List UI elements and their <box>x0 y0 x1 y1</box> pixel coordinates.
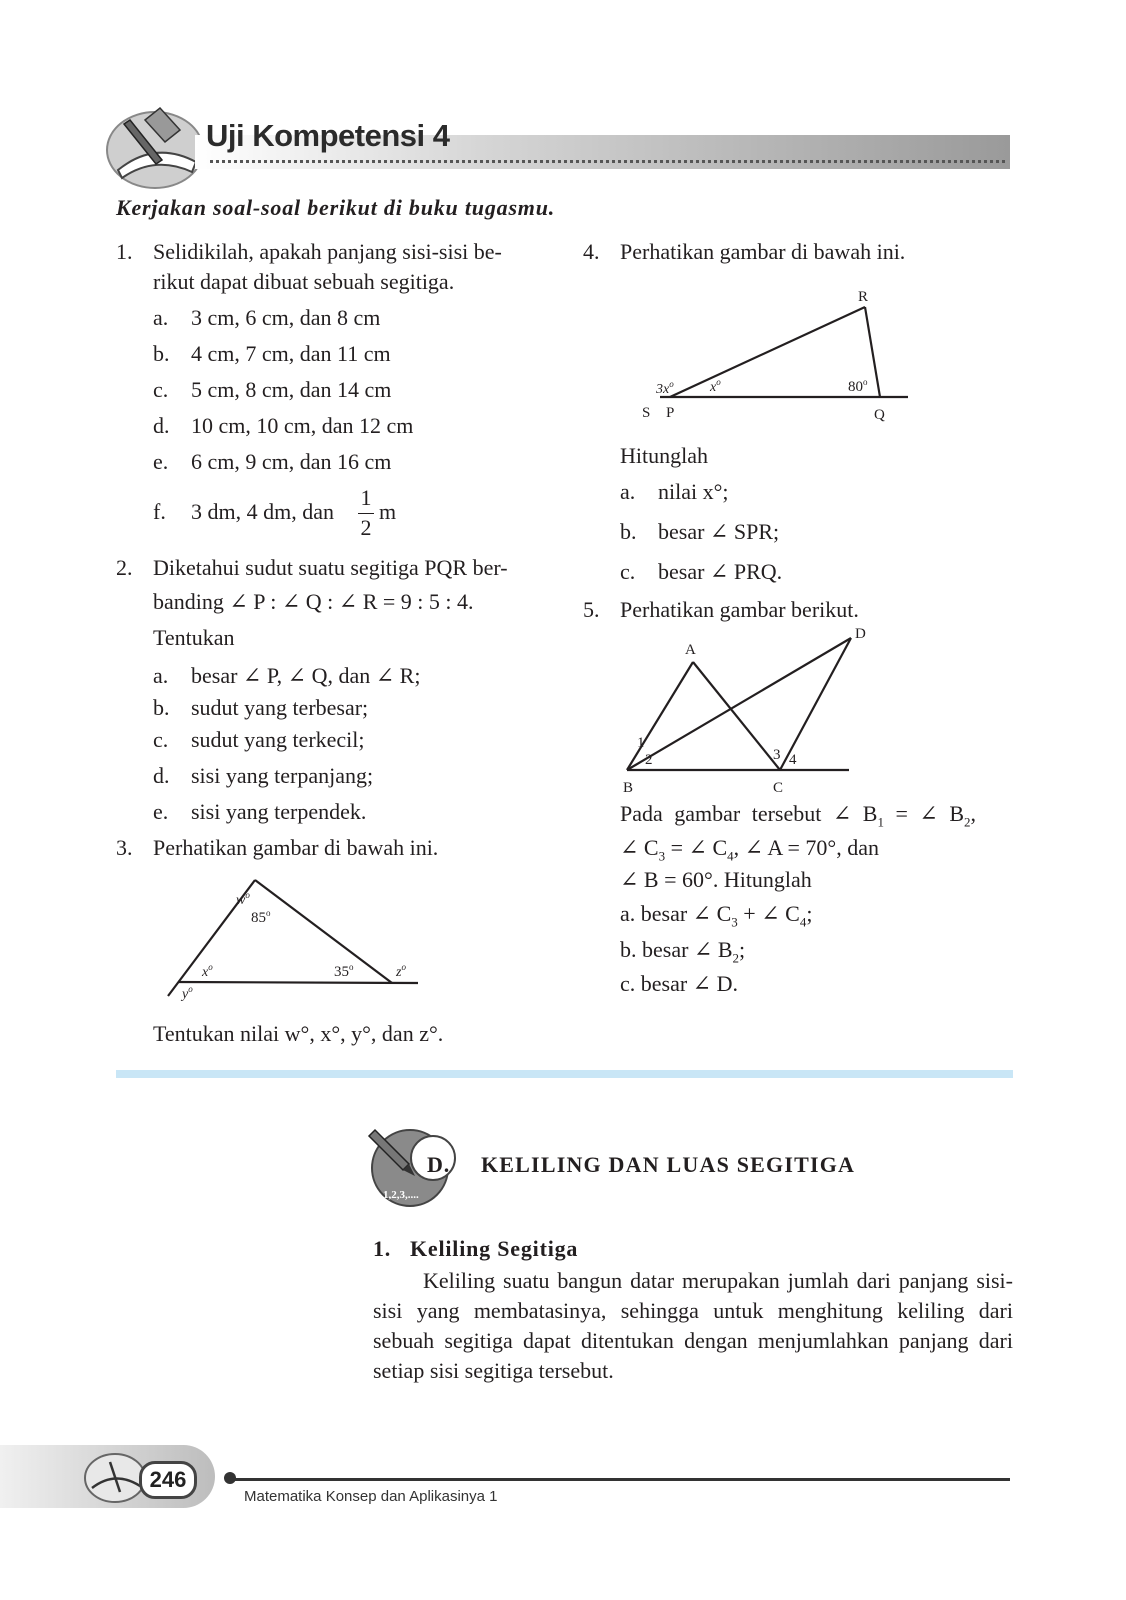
label-4: 4 <box>789 752 797 768</box>
q1-item-label: f. <box>153 499 166 524</box>
label-R: R <box>858 289 869 305</box>
q2-line3: Tentukan <box>153 625 235 650</box>
segment-BA <box>627 662 693 770</box>
instruction: Kerjakan soal-soal berikut di buku tugasmu. <box>116 195 556 220</box>
q2-line1: Diketahui sudut suatu segitiga PQR ber- <box>153 555 508 580</box>
section-letter: D. <box>427 1152 450 1177</box>
label-Q: Q <box>874 407 885 423</box>
q4-item-label: a. <box>620 479 636 504</box>
footer-rule <box>230 1478 1010 1481</box>
label-S: S <box>642 405 651 421</box>
label-C: C <box>773 780 784 796</box>
book-title: Matematika Konsep dan Aplikasinya 1 <box>244 1488 498 1505</box>
q5-line1: Pada gambar tersebut ∠ $B_1$ = ∠ $B_2$, <box>620 801 976 830</box>
figure-triangle-wxyz <box>160 870 440 1010</box>
label-A: A <box>685 642 696 658</box>
q2-item-text: sudut yang terbesar; <box>191 695 369 720</box>
label-y: $y^o$ <box>182 984 193 1002</box>
label-3: 3 <box>773 747 781 763</box>
figure-triangle-pqr <box>630 285 920 425</box>
q1-item-label: a. <box>153 305 169 330</box>
q5-text: Perhatikan gambar berikut. <box>620 597 859 622</box>
q3-text: Perhatikan gambar di bawah ini. <box>153 835 439 860</box>
label-x: $x^o$ <box>710 377 721 395</box>
q5-line3: ∠ B = 60°. Hitunglah <box>620 867 812 892</box>
label-P: P <box>666 405 675 421</box>
label-D: D <box>855 628 866 642</box>
label-z: $z^o$ <box>396 962 406 980</box>
q4-hitung: Hitunglah <box>620 443 708 468</box>
q2-item-text: sisi yang terpendek. <box>191 799 367 824</box>
badge-counter: 1,2,3,.... <box>383 1189 419 1201</box>
section-title: Uji Kompetensi 4 <box>206 118 450 153</box>
label-85: 85$^o$ <box>251 908 271 926</box>
triangle-edge <box>670 307 865 397</box>
q5-number: 5. <box>583 597 600 622</box>
subsection-number: 1. <box>373 1236 392 1261</box>
q2-item-label: c. <box>153 727 169 752</box>
q1-item-label: c. <box>153 377 169 402</box>
q1-item-label: b. <box>153 341 170 366</box>
q2-item-text: sisi yang terpanjang; <box>191 763 374 788</box>
q2-number: 2. <box>116 555 133 580</box>
pencil-badge-icon <box>365 1120 465 1210</box>
q1-line2: rikut dapat dibuat sebuah segitiga. <box>153 269 455 294</box>
fraction-denominator: 2 <box>360 515 372 540</box>
label-1: 1 <box>637 735 645 751</box>
q3-task: Tentukan nilai w°, x°, y°, dan z°. <box>153 1021 444 1046</box>
q1-line1: Selidikilah, apakah panjang sisi-sisi be- <box>153 239 502 264</box>
q2-item-text: sudut yang terkecil; <box>191 727 365 752</box>
q4-item-label: b. <box>620 519 637 544</box>
q3-number: 3. <box>116 835 133 860</box>
page-number: 246 <box>149 1467 187 1492</box>
q1-item-label: d. <box>153 413 170 438</box>
q2-item-label: e. <box>153 799 169 824</box>
q4-item-text: besar ∠ PRQ. <box>658 559 783 584</box>
q4-number: 4. <box>583 239 600 264</box>
book-pen-icon <box>100 100 210 190</box>
q1-item-text: 5 cm, 8 cm, dan 14 cm <box>191 377 392 402</box>
q2-item-label: a. <box>153 663 169 688</box>
q5-item-a: a. besar ∠ $C_3$ + ∠ $C_4$; <box>620 901 813 930</box>
segment-AC <box>693 662 780 770</box>
section-separator <box>116 1070 1013 1078</box>
label-35: 35$^o$ <box>334 962 354 980</box>
label-w: $w^o$ <box>236 890 250 908</box>
subsection-title: Keliling Segitiga <box>410 1236 579 1261</box>
label-x: $x^o$ <box>202 962 213 980</box>
q1-item-text: 4 cm, 7 cm, dan 11 cm <box>191 341 391 366</box>
label-2: 2 <box>645 752 653 768</box>
body-paragraph: Keliling suatu bangun datar merupakan jumlah dari panjang sisi-sisi yang membatasinya, sehingga untuk menghitung keliling dari sebuah segitiga dapat ditentukan dengan menjumlahkan panjang dari setiap sisi segitiga tersebut. <box>373 1268 1013 1383</box>
q1-item-label: e. <box>153 449 169 474</box>
q1-unit: m <box>379 499 397 524</box>
triangle-edge <box>255 880 392 983</box>
q5-item-c: c. besar ∠ D. <box>620 971 739 996</box>
q1-item-text: 3 cm, 6 cm, dan 8 cm <box>191 305 381 330</box>
q4-item-label: c. <box>620 559 636 584</box>
baseline <box>178 982 418 983</box>
q4-text: Perhatikan gambar di bawah ini. <box>620 239 906 264</box>
q2-item-label: b. <box>153 695 170 720</box>
q1-item-text: 6 cm, 9 cm, dan 16 cm <box>191 449 392 474</box>
q2-item-text: besar ∠ P, ∠ Q, dan ∠ R; <box>191 663 421 688</box>
fraction-numerator: 1 <box>360 485 372 510</box>
label-3x: $3x^o$ <box>656 379 674 397</box>
q5-item-b: b. besar ∠ $B_2$; <box>620 937 746 966</box>
label-B: B <box>623 780 634 796</box>
q1-item-text: 10 cm, 10 cm, dan 12 cm <box>191 413 414 438</box>
q4-item-text: nilai x°; <box>658 479 729 504</box>
q2-line2: banding ∠ P : ∠ Q : ∠ R = 9 : 5 : 4. <box>153 589 474 614</box>
page-number-box <box>139 1461 197 1499</box>
q1-item-text: 3 dm, 4 dm, dan <box>191 499 334 524</box>
label-80: 80$^o$ <box>848 377 868 395</box>
q5-line2: ∠ $C_3$ = ∠ $C_4$, ∠ A = 70°, dan <box>620 835 879 864</box>
q1-number: 1. <box>116 239 133 264</box>
section-heading: KELILING DAN LUAS SEGITIGA <box>481 1152 856 1177</box>
segment-BD <box>627 638 851 770</box>
figure-quadrilateral-abcd <box>615 628 875 798</box>
q4-item-text: besar ∠ SPR; <box>658 519 780 544</box>
q2-item-label: d. <box>153 763 170 788</box>
